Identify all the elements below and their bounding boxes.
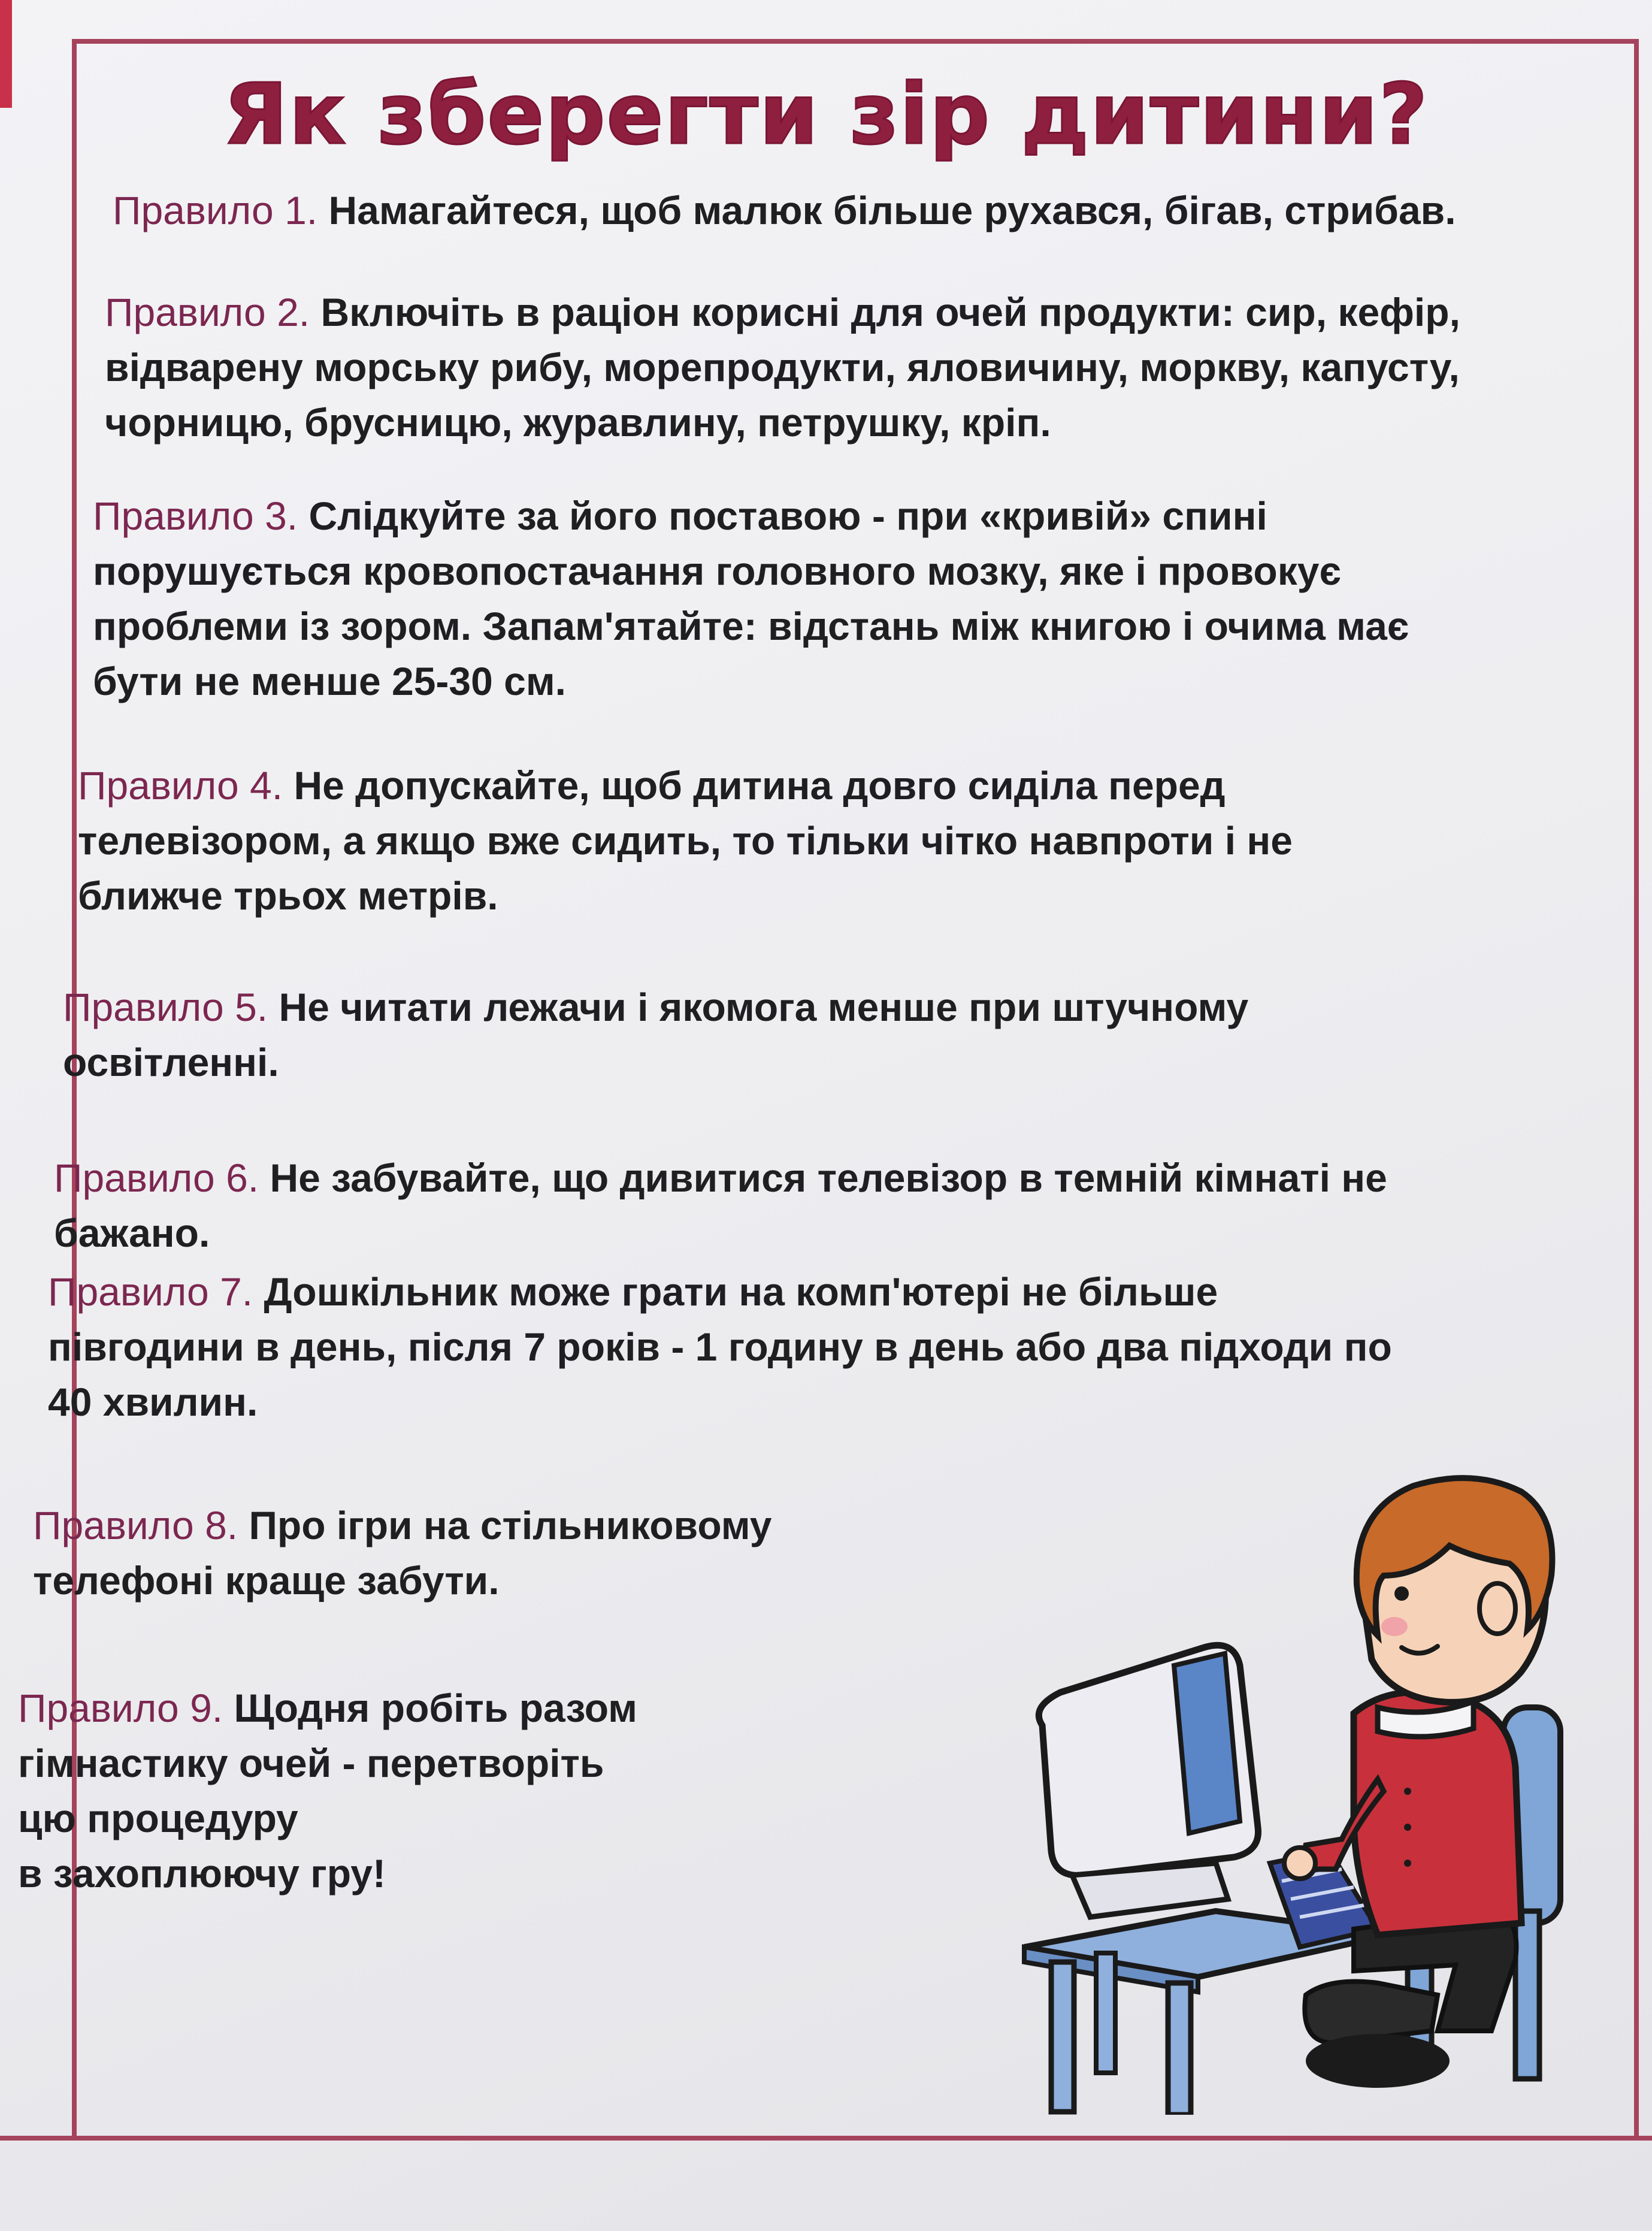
rule-4: [78, 758, 1293, 923]
rule-5-line-1: Не читати лежачи і якомога менше при штучному: [279, 985, 1249, 1029]
rule-7-label: Правило 7.: [48, 1269, 253, 1314]
monitor-icon: [1039, 1645, 1258, 1917]
rule-2-line-1: Включіть в раціон корисні для очей продукти: сир, кефір,: [320, 290, 1460, 334]
rule-6: [54, 1150, 1387, 1260]
rule-4-line-1: Не допускайте, щоб дитина довго сиділа перед: [294, 763, 1226, 808]
rule-9-line-2: гімнастику очей - перетворіть: [18, 1741, 604, 1785]
bottom-rule: [0, 2136, 1652, 2141]
rule-3-line-2: порушується кровопостачання головного мозку, яке і провокує: [93, 549, 1341, 593]
rule-2-label: Правило 2.: [105, 290, 310, 334]
rule-3-line-3: проблеми із зором. Запам'ятайте: відстань між книгою і очима має: [93, 604, 1409, 648]
rule-8-line-2: телефоні краще забути.: [33, 1558, 500, 1603]
rule-6-line-2: бажано.: [54, 1211, 210, 1255]
rule-9-line-1: Щодня робіть разом: [234, 1686, 638, 1730]
rule-3-line-1: Слідкуйте за його поставою - при «кривій» спині: [308, 494, 1267, 538]
rule-4-line-2: телевізором, а якщо вже сидить, то тільки чітко навпроти і не: [78, 818, 1293, 863]
rule-4-line-3: ближче трьох метрів.: [78, 873, 498, 918]
rule-6-line-1: Не забувайте, що дивитися телевізор в темній кімнаті не: [270, 1156, 1387, 1200]
child-at-computer-icon: [1018, 1456, 1593, 2115]
rule-7-line-1: Дошкільник може грати на комп'ютері не більше: [264, 1269, 1218, 1314]
rule-8: [33, 1498, 771, 1608]
rule-2-line-3: чорницю, брусницю, журавлину, петрушку, кріп.: [105, 400, 1051, 445]
rule-1-label: Правило 1.: [113, 188, 318, 232]
rule-3-label: Правило 3.: [93, 494, 298, 538]
rule-1-line-1: Намагайтеся, щоб малюк більше рухався, бігав, стрибав.: [328, 188, 1456, 232]
rule-4-label: Правило 4.: [78, 763, 283, 808]
rule-9: [18, 1680, 637, 1901]
rule-5: [63, 980, 1248, 1090]
child-head-icon: [1357, 1478, 1553, 1702]
rule-2-line-2: відварену морську рибу, морепродукти, яловичину, моркву, капусту,: [105, 345, 1460, 389]
rule-7-line-2: півгодини в день, після 7 років - 1 годину в день або два підходи по: [48, 1325, 1392, 1369]
rule-9-label: Правило 9.: [18, 1686, 223, 1730]
rule-6-label: Правило 6.: [54, 1156, 259, 1200]
rule-3-line-4: бути не менше 25-30 см.: [93, 659, 567, 703]
rule-7: [48, 1264, 1392, 1429]
rule-8-label: Правило 8.: [33, 1503, 238, 1547]
rule-9-line-3: цю процедуру: [18, 1796, 298, 1840]
rule-5-label: Правило 5.: [63, 985, 268, 1029]
rule-2: [105, 285, 1460, 450]
poster-title: Як зберегти зір дитини?: [223, 66, 1429, 164]
rule-8-line-1: Про ігри на стільниковому: [249, 1503, 772, 1547]
rule-1: [113, 183, 1456, 238]
rule-3: [93, 488, 1409, 709]
rule-7-line-3: 40 хвилин.: [48, 1380, 258, 1424]
rule-5-line-2: освітленні.: [63, 1040, 279, 1084]
rule-9-line-4: в захоплюючу гру!: [18, 1851, 386, 1896]
